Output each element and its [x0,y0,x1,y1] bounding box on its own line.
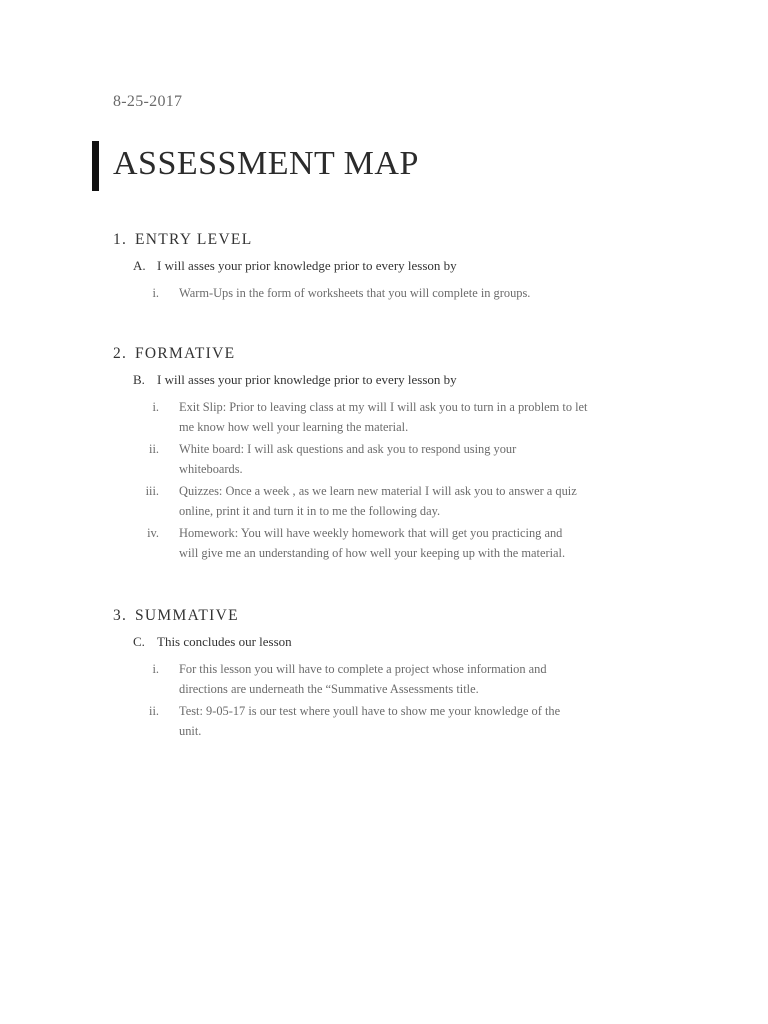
list-item-numeral: iii. [145,484,159,498]
roman-list [113,283,673,303]
list-item [113,439,673,479]
section-number: 3. [113,607,128,624]
section-summative [113,606,673,743]
subitem-letter: C. [133,634,145,649]
list-item-line: unit. [179,724,202,738]
list-item-line: whiteboards. [179,462,243,476]
section-heading [113,230,673,250]
section-formative [113,344,673,565]
page-title: ASSESSMENT MAP [113,145,419,182]
subitem-letter: B. [133,372,145,387]
list-item [113,481,673,521]
section-number: 1. [113,231,128,248]
section-entry-level [113,230,673,305]
list-item-line: me know how well your learning the material. [179,420,409,434]
list-item-numeral: ii. [149,442,159,456]
section-heading-text: FORMATIVE [135,345,236,362]
list-item-line: For this lesson you will have to complete a project whose information and [179,662,547,676]
list-item [113,283,673,303]
list-item-numeral: ii. [149,704,159,718]
list-item [113,701,673,741]
section-heading-text: ENTRY LEVEL [135,231,253,248]
list-item-line: White board: I will ask questions and ask you to respond using your [179,442,517,456]
list-item [113,397,673,437]
subitem-text: I will asses your prior knowledge prior to every lesson by [157,372,457,387]
roman-list [113,397,673,563]
section-heading [113,344,673,364]
list-item-line: Exit Slip: Prior to leaving class at my will I will ask you to turn in a problem to let [179,400,588,414]
list-item-line: Homework: You will have weekly homework that will get you practicing and [179,526,563,540]
list-item [113,659,673,699]
list-item-numeral: iv. [147,526,159,540]
subitem-text: This concludes our lesson [157,634,292,649]
list-item-numeral: i. [152,400,159,414]
section-heading [113,606,673,626]
section-subitem [113,257,673,275]
subitem-text: I will asses your prior knowledge prior to every lesson by [157,258,457,273]
list-item-line: directions are underneath the “Summative Assessments title. [179,682,479,696]
list-item-line: online, print it and turn it in to me the following day. [179,504,441,518]
document-date: 8-25-2017 [113,93,183,110]
section-heading-text: SUMMATIVE [135,607,239,624]
list-item [113,523,673,563]
list-item-line: Quizzes: Once a week , as we learn new material I will ask you to answer a quiz [179,484,577,498]
list-item-line: Test: 9-05-17 is our test where youll have to show me your knowledge of the [179,704,561,718]
subitem-letter: A. [133,258,146,273]
section-subitem [113,371,673,389]
list-item-numeral: i. [152,286,159,300]
title-accent-bar [92,141,99,191]
list-item-line: Warm-Ups in the form of worksheets that you will complete in groups. [179,286,531,300]
section-subitem [113,633,673,651]
roman-list [113,659,673,741]
list-item-numeral: i. [152,662,159,676]
list-item-line: will give me an understanding of how well your keeping up with the material. [179,546,566,560]
section-number: 2. [113,345,128,362]
